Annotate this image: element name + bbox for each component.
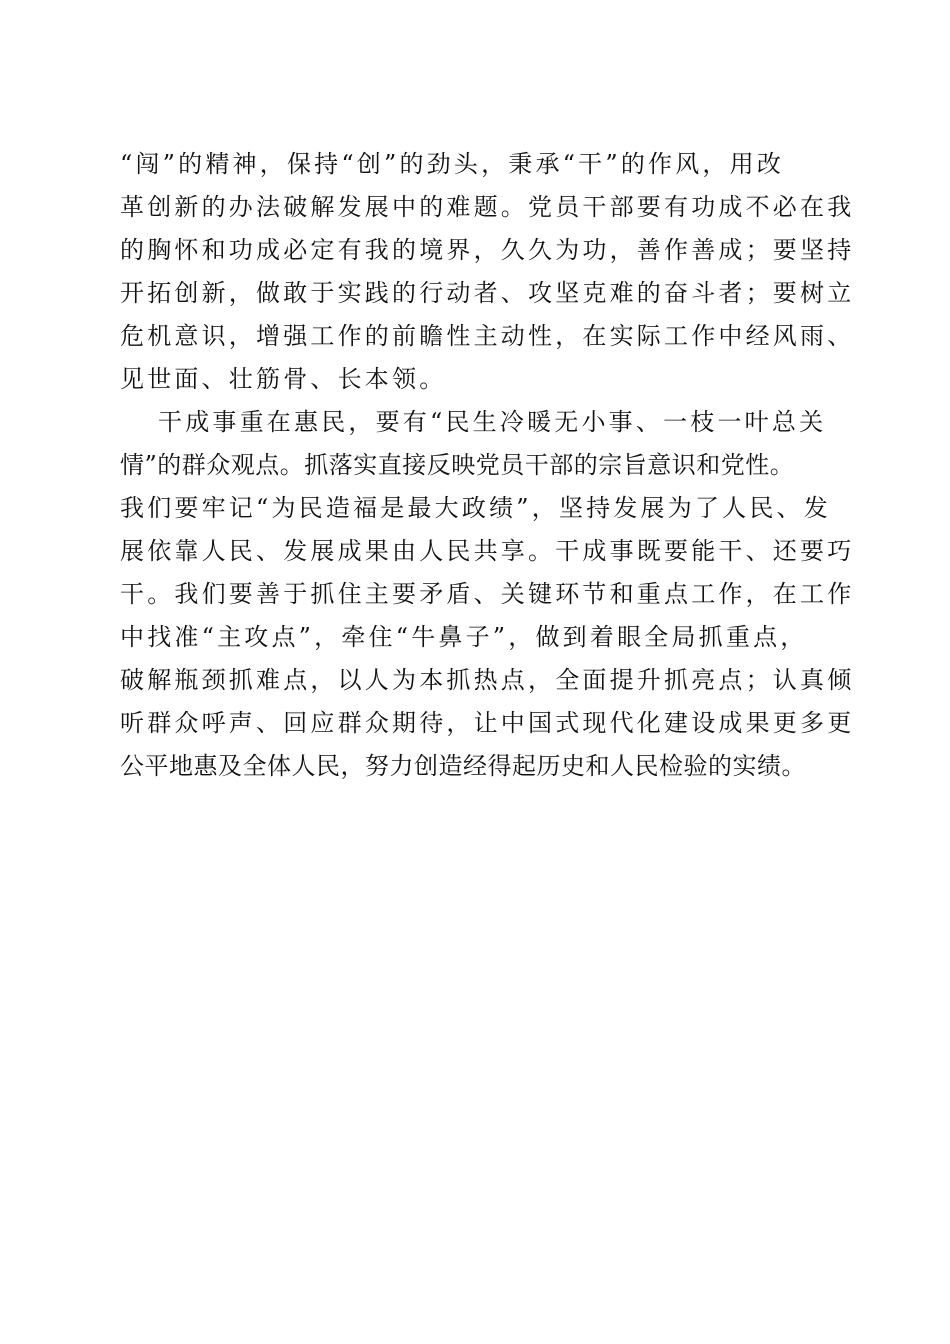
text-line: 干。我们要善于抓住主要矛盾、关键环节和重点工作，在工作 <box>120 580 855 608</box>
text-line: 见世面、壮筋骨、长本领。 <box>120 365 447 393</box>
text-line: 我们要牢记“为民造福是最大政绩”，坚持发展为了人民、发 <box>120 494 831 522</box>
text-line: 听群众呼声、回应群众期待，让中国式现代化建设成果更多更 <box>120 709 855 737</box>
text-line: 公平地惠及全体人民，努力创造经得起历史和人民检验的实绩。 <box>120 752 806 780</box>
text-line: 中找准“主攻点”，牵住“牛鼻子”，做到着眼全局抓重点， <box>120 623 808 651</box>
text-line: 开拓创新，做敢于实践的行动者、攻坚克难的奋斗者；要树立 <box>120 279 855 307</box>
paragraph-start-line: 干成事重在惠民，要有“民生冷暖无小事、一枝一叶总关 <box>158 408 827 436</box>
body-text <box>120 143 855 788</box>
text-line: 的胸怀和功成必定有我的境界，久久为功，善作善成；要坚持 <box>120 236 855 264</box>
text-line: 破解瓶颈抓难点，以人为本抓热点，全面提升抓亮点；认真倾 <box>120 666 855 694</box>
text-line: “闯”的精神，保持“创”的劲头，秉承“干”的作风，用改 <box>120 150 785 178</box>
text-line: 情”的群众观点。抓落实直接反映党员干部的宗旨意识和党性。 <box>120 451 795 479</box>
text-line: 革创新的办法破解发展中的难题。党员干部要有功成不必在我 <box>120 193 855 221</box>
text-line: 危机意识，增强工作的前瞻性主动性，在实际工作中经风雨、 <box>120 322 855 350</box>
text-line: 展依靠人民、发展成果由人民共享。干成事既要能干、还要巧 <box>120 537 855 565</box>
